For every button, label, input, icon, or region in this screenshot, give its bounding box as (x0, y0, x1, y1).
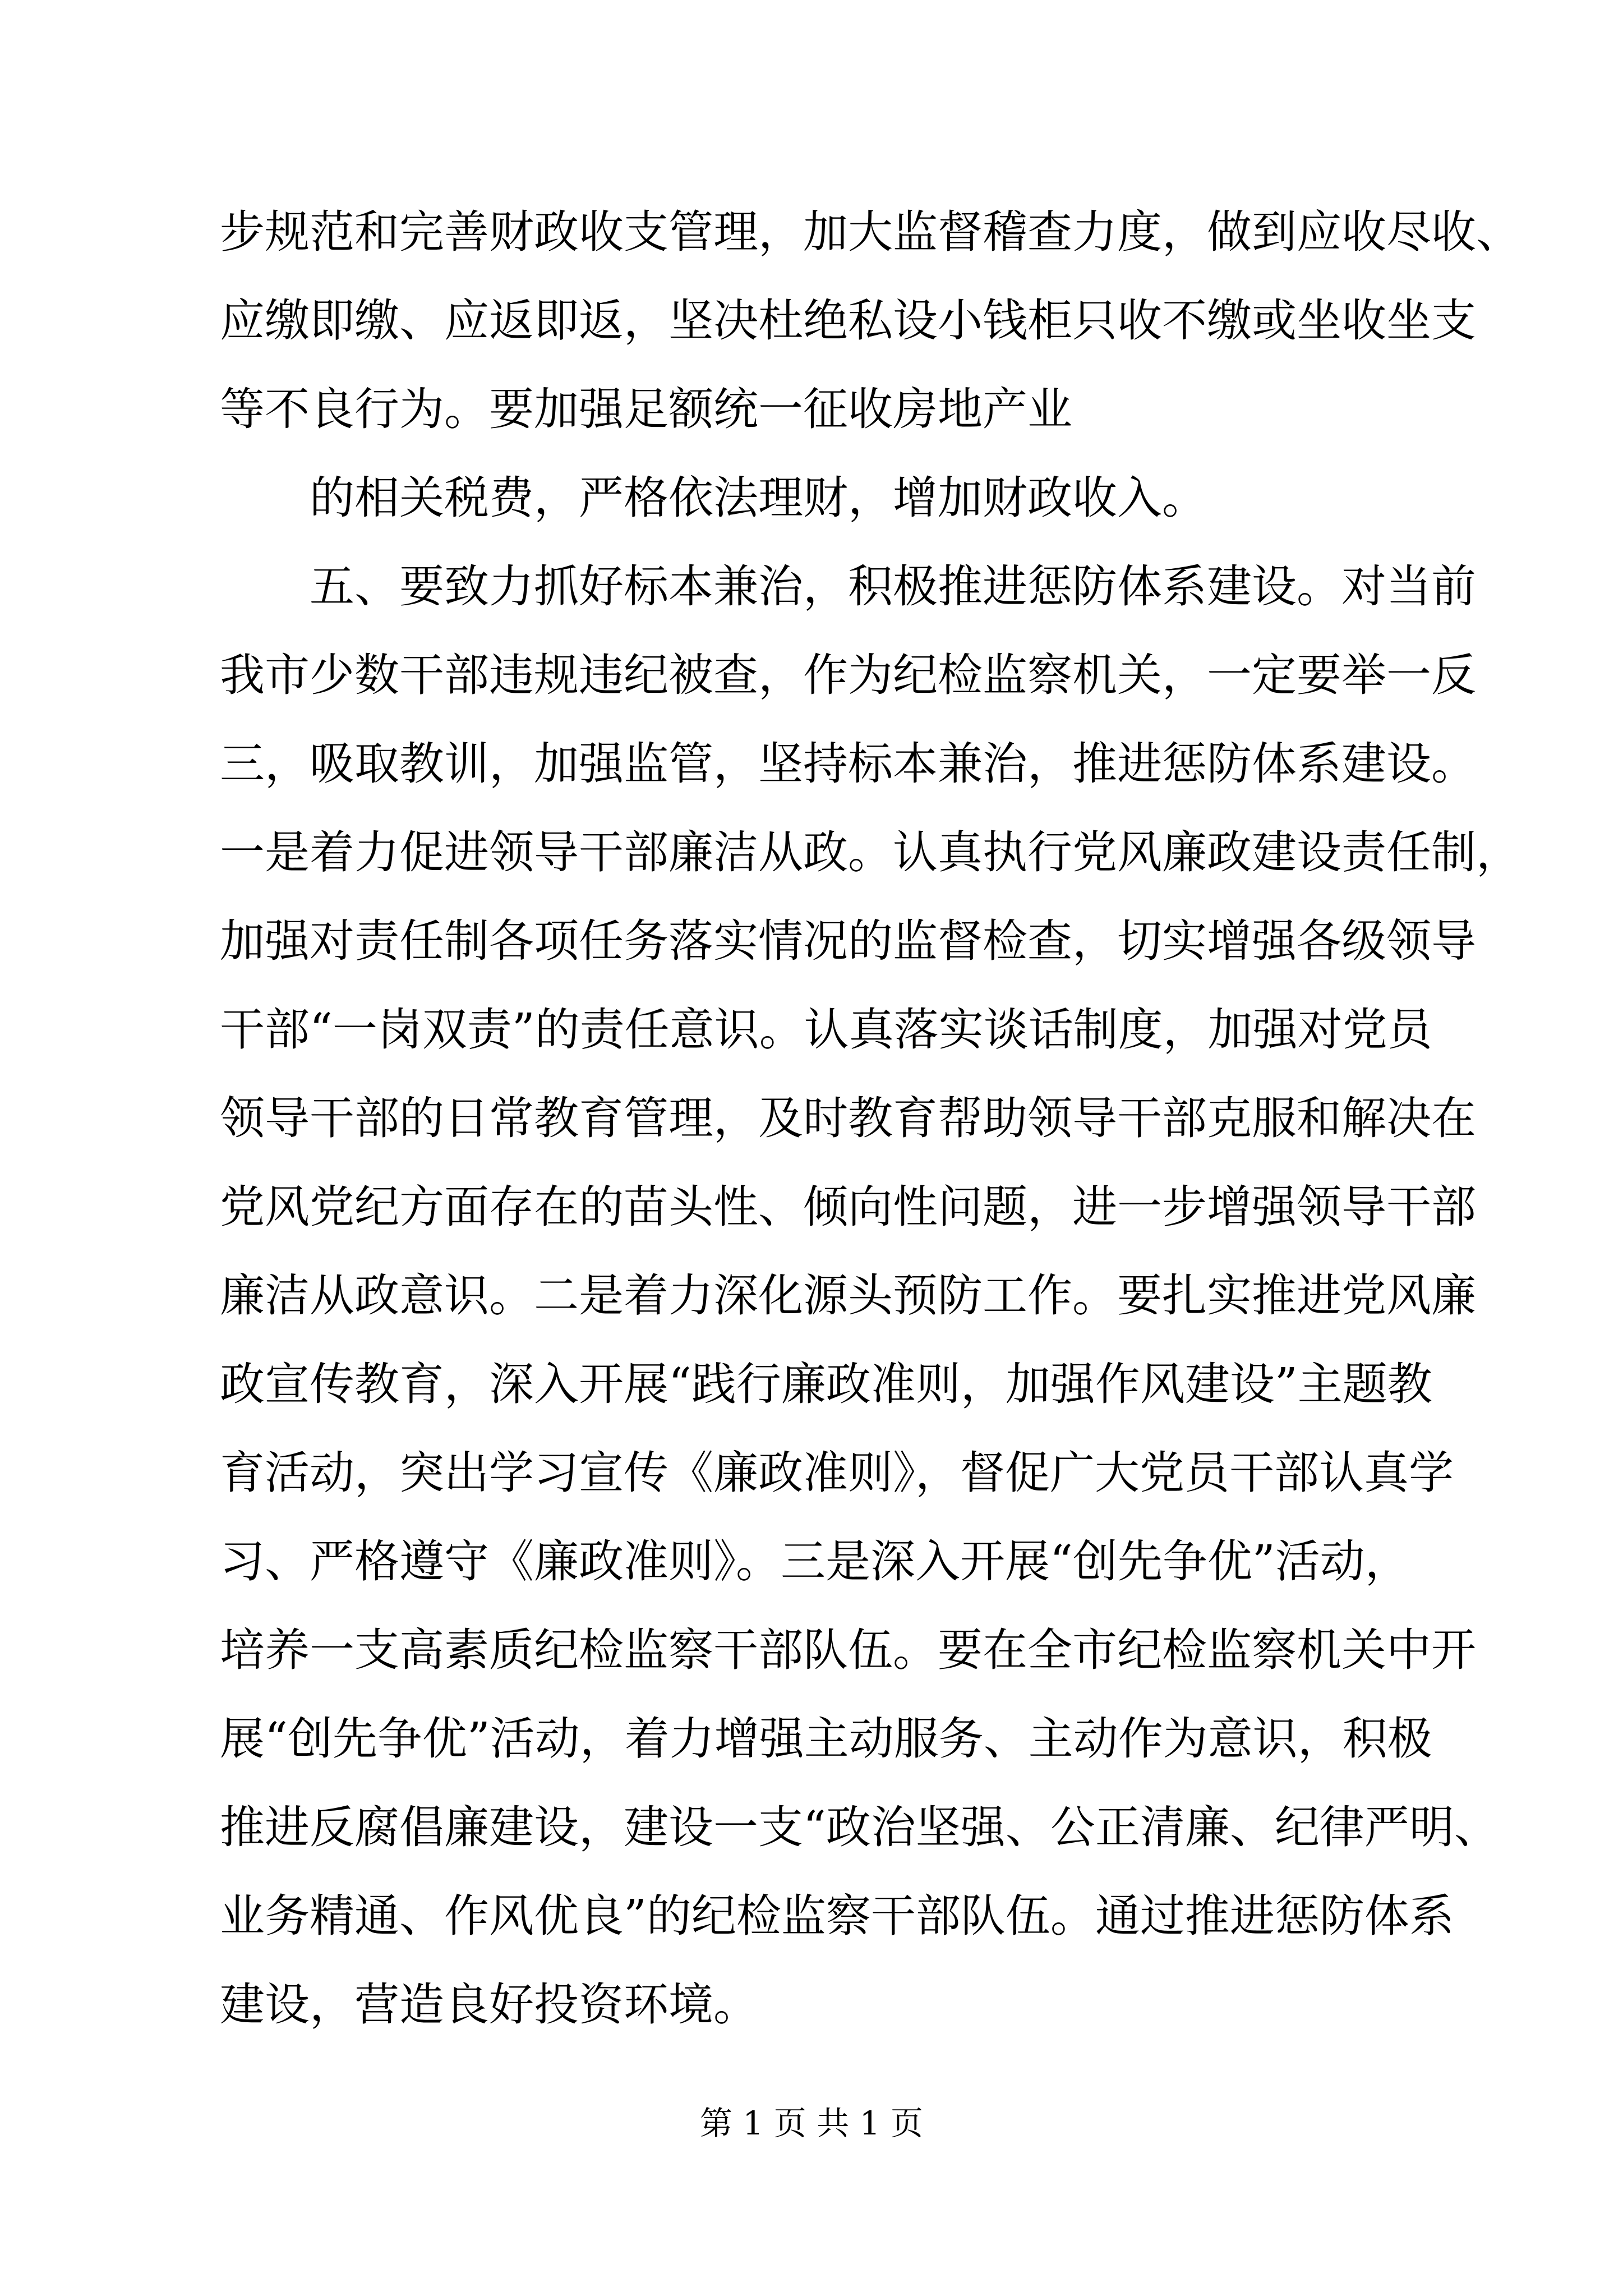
text-line: 培养一支高素质纪检监察干部队伍。要在全市纪检监察机关中开 (220, 1624, 1476, 1676)
body-text (220, 188, 1521, 2049)
text-line: 的相关税费，严格依法理财，增加财政收入。 (310, 472, 1207, 524)
text-line: 五、要致力抓好标本兼治，积极推进惩防体系建设。对当前 (310, 560, 1476, 613)
text-line: 廉洁从政意识。二是着力深化源头预防工作。要扎实推进党风廉 (220, 1269, 1476, 1322)
text-line: 加强对责任制各项任务落实情况的监督检查，切实增强各级领导 (220, 915, 1476, 967)
text-line: 业务精通、作风优良”的纪检监察干部队伍。通过推进惩防体系 (220, 1890, 1454, 1942)
text-line: 展“创先争优”活动，着力增强主动服务、主动作为意识，积极 (220, 1713, 1432, 1765)
text-line: 三，吸取教训，加强监管，坚持标本兼治，推进惩防体系建设。 (220, 738, 1476, 790)
text-line: 党风党纪方面存在的苗头性、倾向性问题，进一步增强领导干部 (220, 1181, 1476, 1233)
text-line: 应缴即缴、应返即返，坚决杜绝私设小钱柜只收不缴或坐收坐支 (220, 295, 1476, 347)
text-line: 政宣传教育，深入开展“践行廉政准则，加强作风建设”主题教 (220, 1358, 1432, 1410)
text-line: 领导干部的日常教育管理，及时教育帮助领导干部克服和解决在 (220, 1092, 1476, 1144)
text-line: 步规范和完善财政收支管理，加大监督稽查力度，做到应收尽收、 (220, 206, 1521, 258)
text-line: 等不良行为。要加强足额统一征收房地产业 (220, 383, 1072, 435)
text-line: 一是着力促进领导干部廉洁从政。认真执行党风廉政建设责任制， (220, 826, 1521, 878)
page-footer: 第 1 页 共 1 页 (700, 2104, 923, 2142)
text-line: 建设，营造良好投资环境。 (220, 1978, 758, 2031)
text-line: 干部“一岗双责”的责任意识。认真落实谈话制度，加强对党员 (220, 1004, 1432, 1056)
text-line: 习、严格遵守《廉政准则》。三是深入开展“创先争优”活动， (220, 1535, 1410, 1588)
text-line: 育活动，突出学习宣传《廉政准则》，督促广大党员干部认真学 (220, 1447, 1454, 1499)
text-line: 推进反腐倡廉建设，建设一支“政治坚强、公正清廉、纪律严明、 (220, 1801, 1499, 1853)
text-line: 我市少数干部违规违纪被查，作为纪检监察机关，一定要举一反 (220, 649, 1476, 701)
